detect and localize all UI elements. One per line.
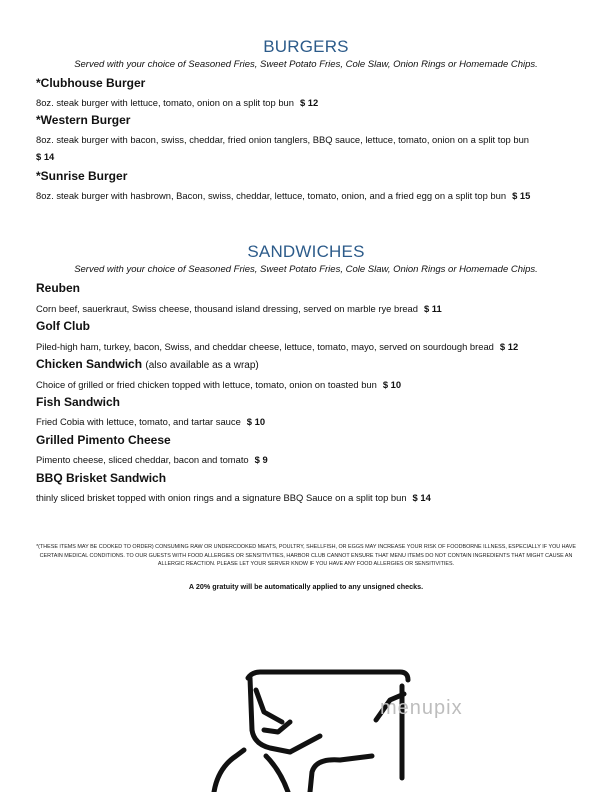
burgers-subtitle: Served with your choice of Seasoned Fries, Sweet Potato Fries, Cole Slaw, Onion Rings or Homemade Chips. (74, 59, 538, 70)
item-name-text: Fish Sandwich (36, 395, 121, 409)
item-name-text: Chicken Sandwich (36, 357, 143, 371)
menu-item-name (36, 281, 80, 295)
desc-text: 8oz. steak burger with hasbrown, Bacon, swiss, cheddar, lettuce, tomato, onion, and a fried egg on a split top bun (36, 190, 507, 201)
menu-item-desc (36, 300, 581, 317)
menu-item-name (36, 357, 259, 371)
price: $ 14 (412, 492, 431, 503)
desc-text: thinly sliced brisket topped with onion rings and a signature BBQ Sauce on a split top bun (36, 492, 407, 503)
menu-item-name (36, 319, 90, 333)
item-name-text: Grilled Pimento Cheese (36, 433, 171, 447)
menu-item-name (36, 395, 120, 409)
price: $ 10 (246, 416, 266, 427)
menu-item-name (36, 433, 171, 447)
desc-text: 8oz. steak burger with lettuce, tomato, onion on a split top bun (36, 97, 294, 108)
menu-item-desc (36, 131, 581, 165)
menu-item-desc (36, 489, 581, 506)
sandwiches-subtitle: Served with your choice of Seasoned Fries, Sweet Potato Fries, Cole Slaw, Onion Rings or Homemade Chips. (74, 264, 538, 275)
menu-item-desc (36, 451, 581, 468)
item-name-text: BBQ Brisket Sandwich (36, 471, 167, 485)
price: $ 10 (382, 379, 402, 390)
menu-item-name: *Sunrise Burger (36, 169, 128, 183)
desc-text: Choice of grilled or fried chicken topped with lettuce, tomato, onion on toasted bun (36, 379, 377, 390)
menu-item-desc (36, 338, 581, 355)
menu-item-name: *Clubhouse Burger (36, 76, 146, 90)
desc-text: Pimento cheese, sliced cheddar, bacon and tomato (36, 454, 249, 465)
menu-item-desc (36, 376, 581, 393)
allergy-disclaimer: *(THESE ITEMS MAY BE COOKED TO ORDER) CONSUMING RAW OR UNDERCOOKED MEATS, POULTRY, SHELLFISH, OR EGGS MAY INCREASE YOUR RISK OF FOODBORNE ILLNESS, ESPECIALLY IF YOU HAVE CERTAIN MEDICAL CONDITIONS. TO OUR GUESTS WITH FOOD ALLERGIES OR SENSITIVITIES, HARBOR CLUB CANNOT ENSURE THAT MENU ITEMS DO NOT CONTAIN INGREDIENTS THAT MIGHT CAUSE AN ALLERGIC REACTION. PLEASE LET YOUR SERVER KNOW IF YOU HAVE ANY FOOD ALLERGIES OR SENSITIVITIES. (36, 544, 576, 568)
price: $ 12 (499, 341, 519, 352)
desc-text: 8oz. steak burger with bacon, swiss, cheddar, fried onion tanglers, BBQ sauce, lettuce, tomato, onion on a split top bun (36, 134, 529, 145)
desc-text: Corn beef, sauerkraut, Swiss cheese, thousand island dressing, served on marble rye bread (36, 303, 418, 314)
price: $ 15 (512, 190, 531, 201)
item-name-text: Reuben (36, 281, 81, 295)
sandwiches-title: SANDWICHES (247, 242, 365, 261)
price: $ 9 (254, 454, 268, 465)
menu-item-name: *Western Burger (36, 113, 131, 127)
desc-text: Piled-high ham, turkey, bacon, Swiss, and cheddar cheese, lettuce, tomato, mayo, served on sourdough bread (36, 341, 494, 352)
menu-item-desc (36, 187, 581, 204)
gratuity-note: A 20% gratuity will be automatically applied to any unsigned checks. (188, 582, 424, 591)
menu-item-name (36, 471, 166, 485)
price: $ 12 (299, 97, 319, 108)
burgers-title: BURGERS (263, 37, 349, 56)
golf-cart-icon (190, 660, 430, 792)
item-name-text: Golf Club (36, 319, 90, 333)
watermark: menupix (380, 697, 463, 719)
menu-item-desc (36, 413, 581, 430)
desc-text: Fried Cobia with lettuce, tomato, and tartar sauce (36, 416, 241, 427)
price: $ 11 (423, 303, 442, 314)
price: $ 14 (36, 151, 55, 162)
menu-item-desc (36, 94, 581, 111)
item-note: (also available as a wrap) (145, 360, 259, 371)
